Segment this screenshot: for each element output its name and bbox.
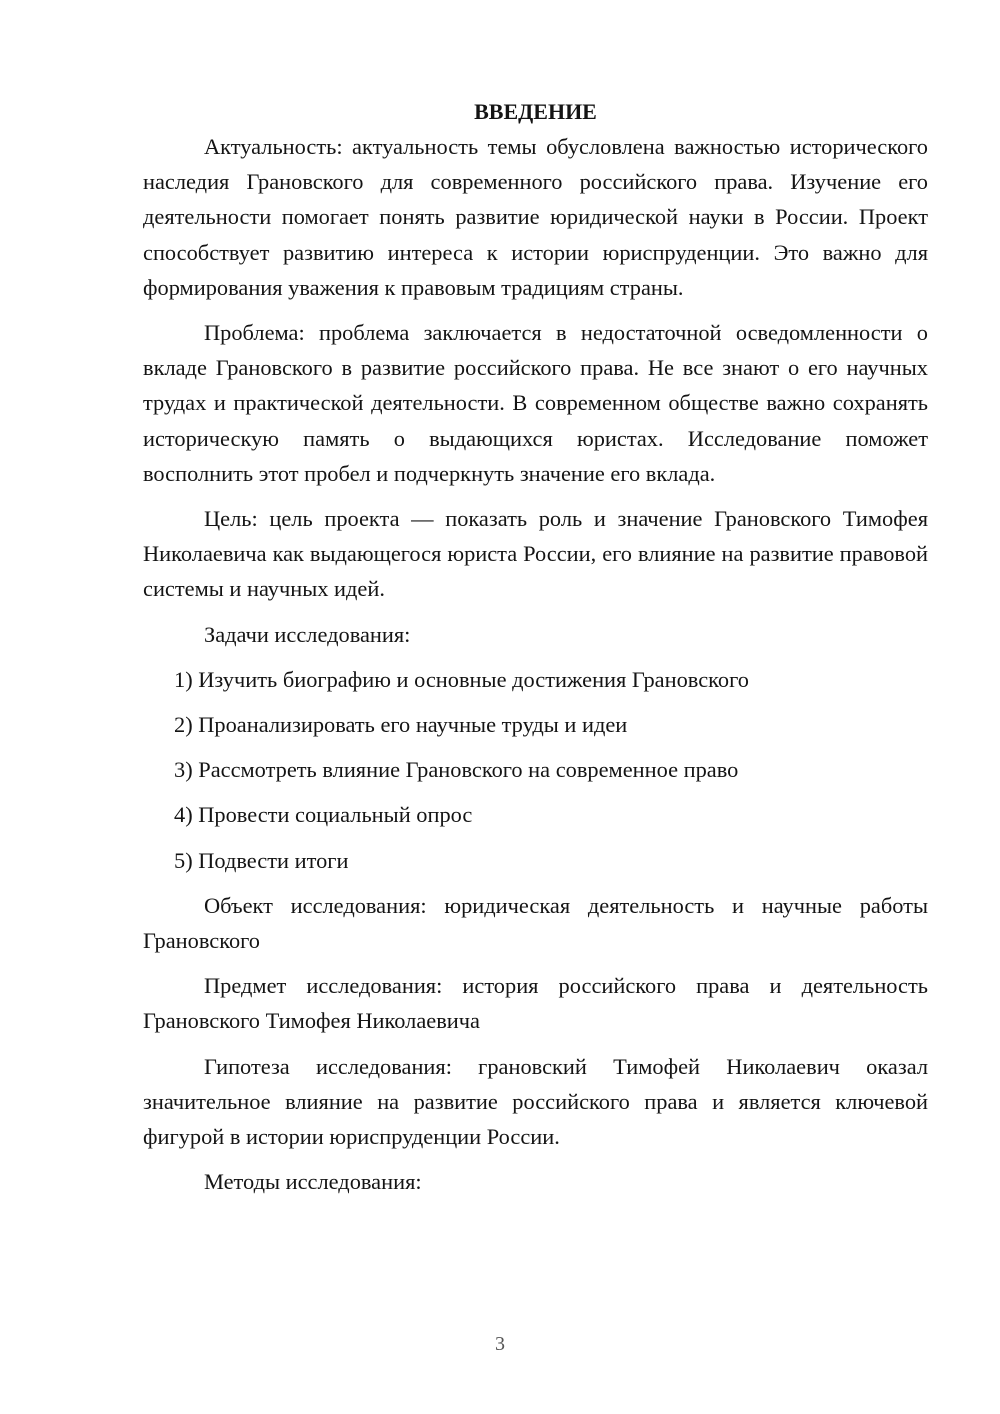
object-paragraph: Объект исследования: юридическая деятельность и научные работы Грановского (143, 892, 928, 954)
methods-heading: Методы исследования: (204, 1169, 422, 1195)
tasks-list (143, 662, 928, 878)
task-item: 4) Провести социальный опрос (174, 802, 473, 828)
page-title: ВВЕДЕНИЕ (474, 99, 597, 124)
relevance-paragraph: Актуальность: актуальность темы обусловлена важностью исторического наследия Грановского для современного российского права. Изучение его деятельности помогает понять развитие юридической науки в России. Проект способствует развитию интереса к истории юриспруденции. Это важно для формирования уважения к правовым традициям страны. (143, 134, 928, 300)
tasks-heading: Задачи исследования: (204, 621, 411, 647)
document-page (143, 92, 928, 1209)
problem-paragraph: Проблема: проблема заключается в недостаточной осведомленности о вкладе Грановского в развитие российского права. Не все знают о его научных трудах и практической деятельности. В современном обществе важно сохранять историческую память о выдающихся юристах. Исследование поможет восполнить этот пробел и подчеркнуть значение его вклада. (143, 320, 928, 486)
page-number: 3 (495, 1333, 505, 1355)
task-item: 1) Изучить биографию и основные достижения Грановского (174, 666, 749, 692)
subject-paragraph: Предмет исследования: история российского права и деятельность Грановского Тимофея Николаевича (143, 973, 928, 1034)
task-item: 3) Рассмотреть влияние Грановского на современное право (174, 757, 739, 783)
task-item: 2) Проанализировать его научные труды и идеи (174, 712, 628, 738)
hypothesis-paragraph: Гипотеза исследования: грановский Тимофей Николаевич оказал значительное влияние на развитие российского права и является ключевой фигурой в истории юриспруденции России. (143, 1053, 928, 1150)
goal-paragraph: Цель: цель проекта — показать роль и значение Грановского Тимофея Николаевича как выдающегося юриста России, его влияние на развитие правовой системы и научных идей. (143, 506, 928, 602)
task-item: 5) Подвести итоги (174, 847, 349, 873)
